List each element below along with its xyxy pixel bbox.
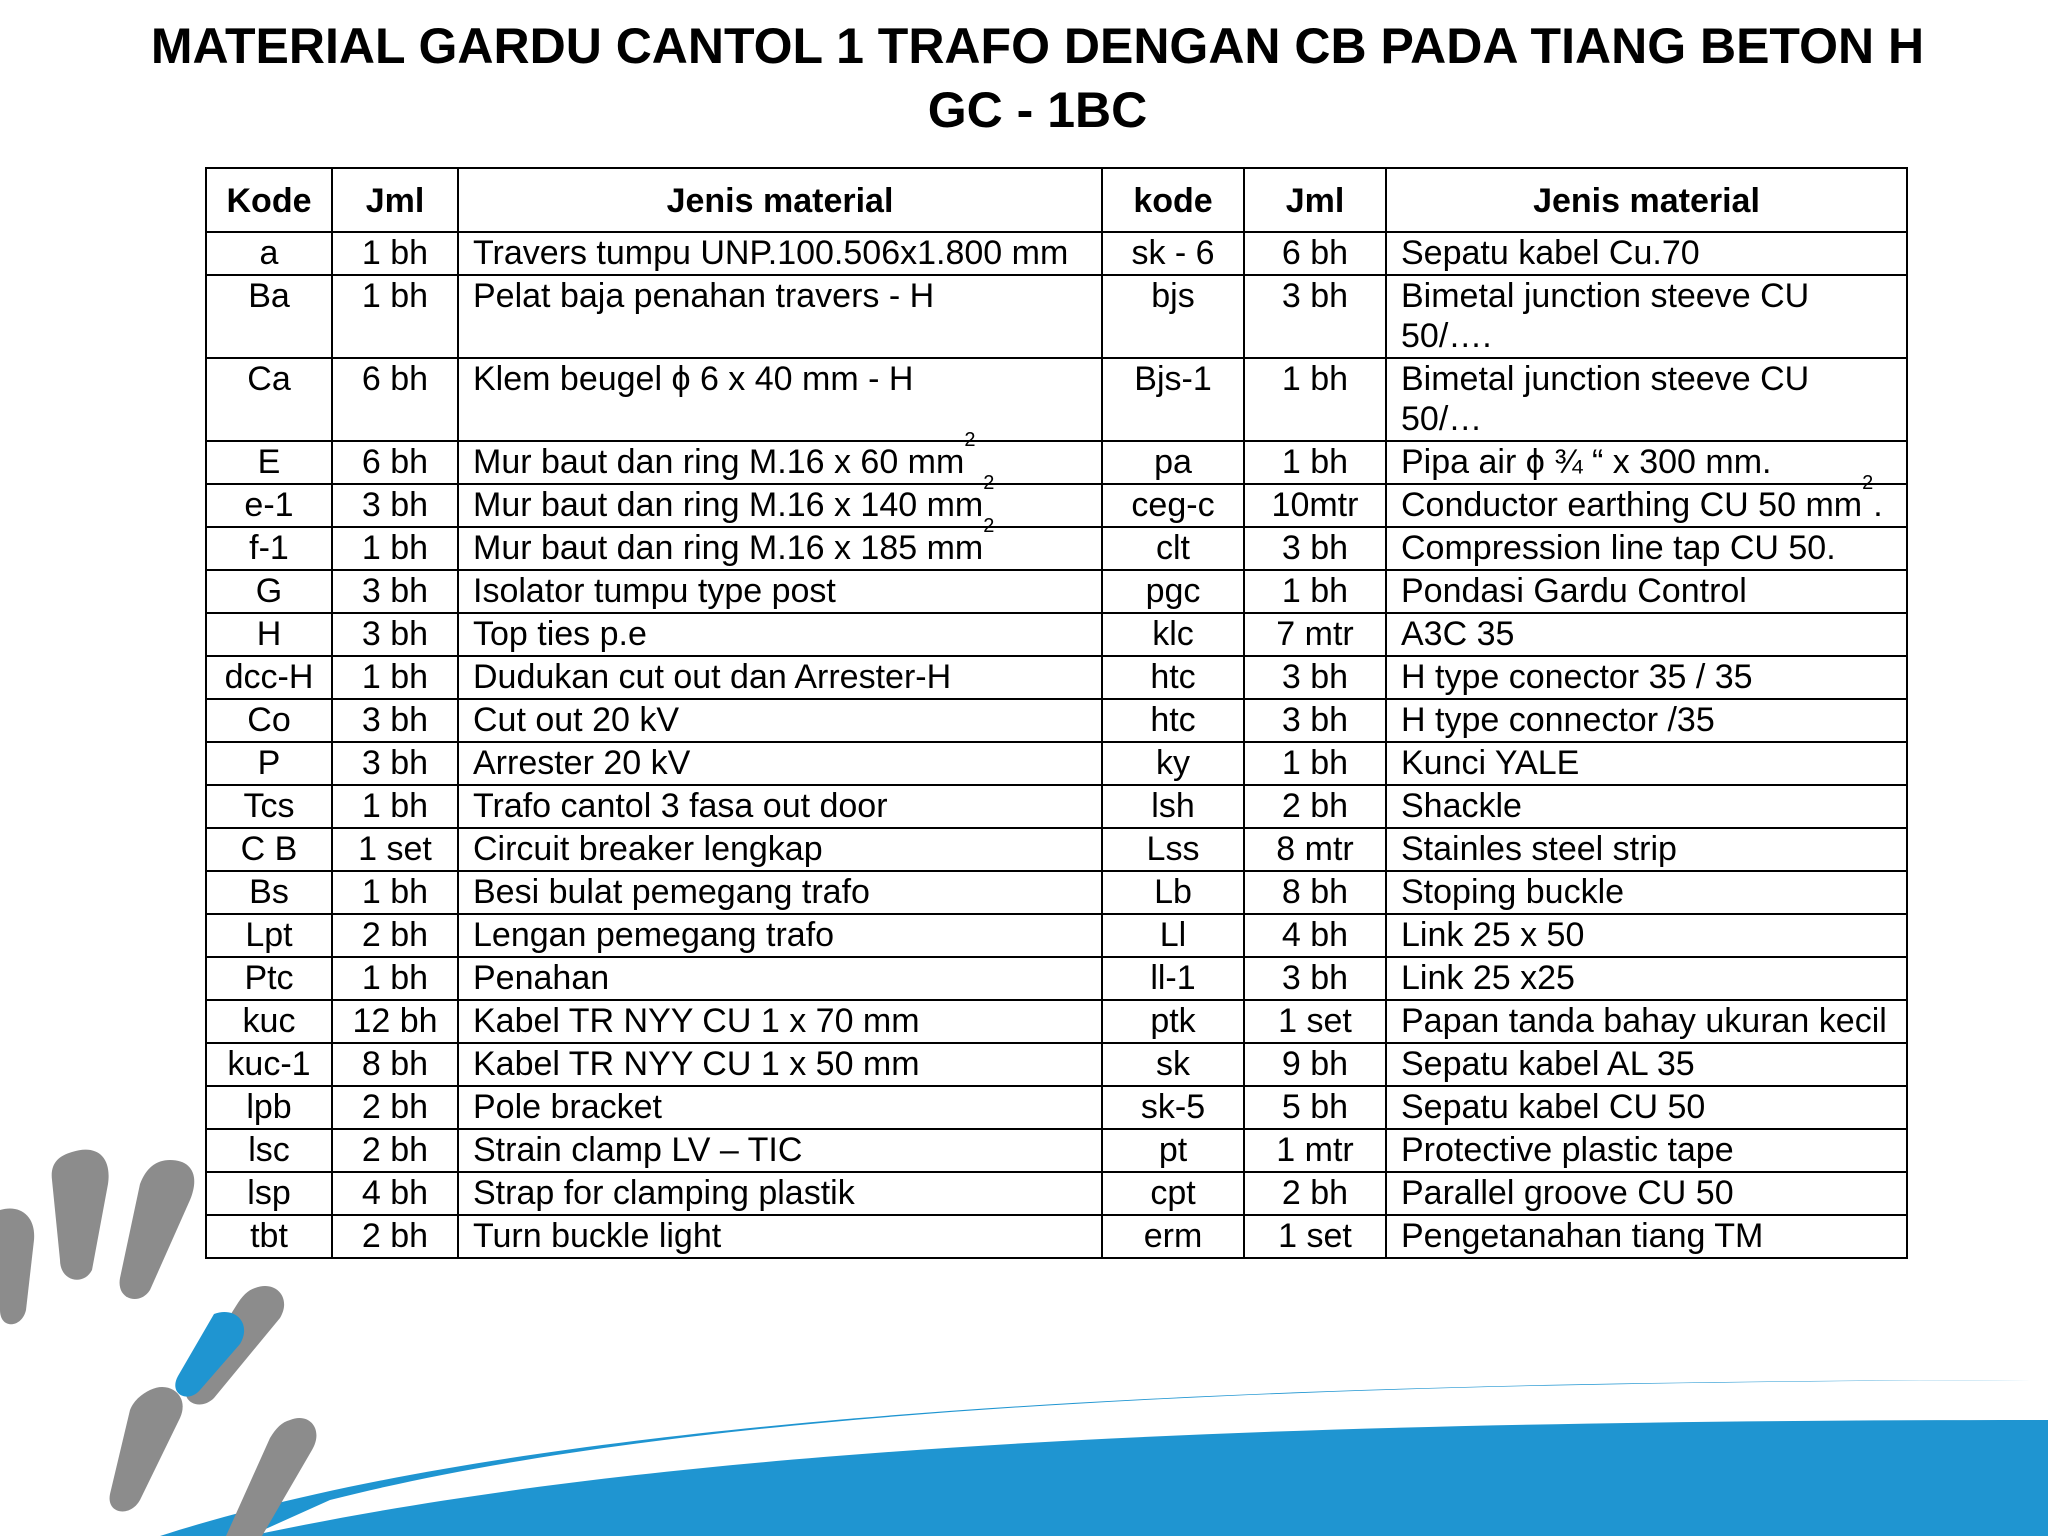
table-row: [206, 232, 1907, 275]
kode-cell-text: sk - 6: [1131, 234, 1215, 272]
kode-cell-text: pgc: [1145, 572, 1201, 610]
material-table-body: [206, 232, 1907, 1258]
jenis-material-cell-text: Kabel TR NYY CU 1 x 50 mm: [473, 1045, 920, 1083]
jml-cell-text: 12 bh: [352, 1002, 438, 1040]
jml-cell: [1244, 1043, 1386, 1086]
kode-cell-text: lsp: [247, 1174, 291, 1212]
jenis-material-cell-text: Kunci YALE: [1401, 744, 1580, 782]
table-row: [206, 871, 1907, 914]
kode-cell-text: erm: [1143, 1217, 1203, 1255]
jml-cell: [332, 613, 458, 656]
jenis-material-cell-text: Bimetal junction steeve CU 50/….: [1401, 277, 1810, 355]
jml-cell-text: 8 bh: [1281, 873, 1349, 911]
jenis-material-cell-text: Trafo cantol 3 fasa out door: [473, 787, 888, 825]
jenis-material-cell: [1386, 871, 1907, 914]
jml-cell-text: 1 set: [1278, 1217, 1352, 1255]
kode-cell-text: Lss: [1146, 830, 1200, 868]
superscript: 2: [1862, 472, 1874, 494]
jenis-material-cell-text: Link 25 x25: [1401, 959, 1575, 997]
jml-cell-text: 4 bh: [1281, 916, 1349, 954]
jenis-material-cell-text: Pengetanahan tiang TM: [1401, 1217, 1764, 1255]
jml-cell-text: 3 bh: [361, 615, 429, 653]
kode-cell-text: a: [259, 234, 279, 272]
jenis-material-cell-text: H type conector 35 / 35: [1401, 658, 1753, 696]
jenis-material-cell: [458, 871, 1102, 914]
superscript: 2: [983, 515, 995, 537]
kode-cell: [206, 785, 332, 828]
kode-cell: [206, 232, 332, 275]
jenis-material-cell: [1386, 914, 1907, 957]
kode-cell: [206, 699, 332, 742]
jml-cell: [1244, 441, 1386, 484]
jenis-material-cell: [458, 570, 1102, 613]
jenis-material-cell-text: Penahan: [473, 959, 610, 997]
jenis-material-cell-text: Parallel groove CU 50: [1401, 1174, 1734, 1212]
jml-cell-text: 1 bh: [361, 529, 429, 567]
kode-cell-text: Tcs: [243, 787, 295, 825]
jenis-material-cell-text: Shackle: [1401, 787, 1522, 825]
jml-cell-text: 3 bh: [361, 744, 429, 782]
jenis-material-cell-text: Dudukan cut out dan Arrester-H: [473, 658, 952, 696]
jenis-material-cell: [458, 275, 1102, 358]
kode-cell: [206, 570, 332, 613]
kode-cell: [206, 1043, 332, 1086]
jenis-material-cell-text: Compression line tap CU 50.: [1401, 529, 1836, 567]
kode-cell-text: htc: [1150, 658, 1196, 696]
jenis-material-cell-text: Mur baut dan ring M.16 x 140 mm: [473, 486, 984, 524]
kode-cell: [206, 358, 332, 441]
jml-cell: [1244, 699, 1386, 742]
material-table: [205, 167, 1908, 1259]
header-jenis-material-right: Jenis material: [1386, 168, 1907, 232]
kode-cell: [1102, 527, 1244, 570]
table-row: [206, 914, 1907, 957]
jml-cell-text: 2 bh: [1281, 1174, 1349, 1212]
jenis-material-cell-text: Pelat baja penahan travers - H: [473, 277, 935, 315]
kode-cell-text: Lb: [1154, 873, 1192, 911]
decorative-background-graphic: [0, 1120, 2048, 1536]
jml-cell: [332, 914, 458, 957]
jenis-material-cell-text: Mur baut dan ring M.16 x 60 mm: [473, 443, 965, 481]
jenis-material-cell: [458, 742, 1102, 785]
jml-cell: [1244, 527, 1386, 570]
jml-cell-text: 1 bh: [361, 234, 429, 272]
jenis-material-cell: [458, 699, 1102, 742]
kode-cell: [1102, 358, 1244, 441]
kode-cell-text: kuc: [242, 1002, 296, 1040]
kode-cell-text: bjs: [1151, 277, 1195, 315]
jenis-material-cell-text: Strap for clamping plastik: [473, 1174, 855, 1212]
kode-cell: [206, 441, 332, 484]
jenis-material-cell: [1386, 441, 1907, 484]
jml-cell: [332, 441, 458, 484]
jenis-material-cell: [1386, 613, 1907, 656]
jenis-material-cell: [458, 472, 1102, 527]
jenis-material-cell-text: Stainles steel strip: [1401, 830, 1677, 868]
jenis-material-cell-text: Sepatu kabel Cu.70: [1401, 234, 1700, 272]
jenis-material-cell-text: Strain clamp LV – TIC: [473, 1131, 803, 1169]
jml-cell-text: 3 bh: [1281, 701, 1349, 739]
kode-cell-text: dcc-H: [224, 658, 314, 696]
jml-cell: [1244, 914, 1386, 957]
material-table-header: [206, 168, 1907, 232]
jml-cell: [1244, 957, 1386, 1000]
kode-cell-text: G: [255, 572, 283, 610]
jenis-material-cell: [1386, 570, 1907, 613]
kode-cell-text: Ll: [1159, 916, 1187, 954]
jml-cell-text: 6 bh: [361, 443, 429, 481]
jml-cell-text: 2 bh: [361, 916, 429, 954]
kode-cell-text: tbt: [250, 1217, 288, 1255]
jenis-material-cell: [1386, 358, 1907, 441]
jenis-material-cell-text: Pondasi Gardu Control: [1401, 572, 1747, 610]
jml-cell-text: 1 bh: [1281, 572, 1349, 610]
jenis-material-cell: [1386, 742, 1907, 785]
jml-cell-text: 1 mtr: [1276, 1131, 1354, 1169]
kode-cell: [1102, 742, 1244, 785]
jml-cell-text: 1 bh: [1281, 360, 1349, 398]
table-row: [206, 785, 1907, 828]
jml-cell-text: 3 bh: [1281, 277, 1349, 315]
jml-cell: [1244, 742, 1386, 785]
kode-cell-text: H: [256, 615, 282, 653]
jenis-material-cell: [458, 613, 1102, 656]
kode-cell: [1102, 570, 1244, 613]
kode-cell: [206, 656, 332, 699]
jml-cell: [332, 1000, 458, 1043]
kode-cell: [206, 742, 332, 785]
jenis-material-cell: [458, 1043, 1102, 1086]
jml-cell: [332, 742, 458, 785]
jml-cell: [332, 570, 458, 613]
kode-cell: [1102, 1043, 1244, 1086]
kode-cell-text: e-1: [244, 486, 294, 524]
jml-cell: [332, 1043, 458, 1086]
table-row: [206, 742, 1907, 785]
jml-cell: [332, 527, 458, 570]
jenis-material-cell: [458, 914, 1102, 957]
table-row: [206, 484, 1907, 527]
kode-cell: [1102, 699, 1244, 742]
header-jenis-material-left: Jenis material: [458, 168, 1102, 232]
table-row: [206, 699, 1907, 742]
jml-cell-text: 9 bh: [1281, 1045, 1349, 1083]
superscript: 2: [983, 472, 995, 494]
kode-cell-text: Ba: [248, 277, 290, 315]
jenis-material-cell-text: Turn buckle light: [473, 1217, 722, 1255]
jenis-material-cell-text: Top ties p.e: [473, 615, 647, 653]
kode-cell-text: klc: [1152, 615, 1194, 653]
jenis-material-cell-text: Mur baut dan ring M.16 x 185 mm: [473, 529, 984, 567]
kode-cell: [1102, 1000, 1244, 1043]
jenis-material-cell-text: Sepatu kabel AL 35: [1401, 1045, 1695, 1083]
kode-cell: [206, 527, 332, 570]
slide-title-line-2: GC - 1BC: [927, 82, 1148, 138]
kode-cell: [206, 484, 332, 527]
jml-cell: [332, 785, 458, 828]
jenis-material-cell-text: A3C 35: [1401, 615, 1515, 653]
slide-title-line-1: MATERIAL GARDU CANTOL 1 TRAFO DENGAN CB PADA TIANG BETON H: [150, 18, 1925, 74]
jml-cell-text: 1 bh: [1281, 744, 1349, 782]
jml-cell: [1244, 358, 1386, 441]
kode-cell-text: clt: [1156, 529, 1190, 567]
jenis-material-cell-text: Circuit breaker lengkap: [473, 830, 823, 868]
jml-cell: [1244, 871, 1386, 914]
kode-cell-text: Bs: [249, 873, 289, 911]
kode-cell-text: ptk: [1150, 1002, 1196, 1040]
jenis-material-cell: [458, 785, 1102, 828]
kode-cell: [1102, 656, 1244, 699]
jml-cell-text: 6 bh: [361, 360, 429, 398]
jml-cell-text: 2 bh: [361, 1217, 429, 1255]
kode-cell: [1102, 828, 1244, 871]
jml-cell-text: 1 bh: [1281, 443, 1349, 481]
kode-cell-text: kuc-1: [227, 1045, 311, 1083]
jenis-material-cell-text: Sepatu kabel CU 50: [1401, 1088, 1706, 1126]
jml-cell-text: 8 mtr: [1276, 830, 1354, 868]
slide-title: [60, 14, 2015, 142]
jml-cell-text: 5 bh: [1281, 1088, 1349, 1126]
kode-cell: [1102, 871, 1244, 914]
jenis-material-cell: [1386, 275, 1907, 358]
jenis-material-cell-text: Protective plastic tape: [1401, 1131, 1734, 1169]
kode-cell: [1102, 484, 1244, 527]
table-row: [206, 828, 1907, 871]
gray-petal-logo-shapes: [0, 1150, 316, 1536]
jenis-material-cell: [1386, 1000, 1907, 1043]
jenis-material-cell: [1386, 472, 1907, 527]
jml-cell-text: 1 bh: [361, 658, 429, 696]
kode-cell: [1102, 957, 1244, 1000]
jml-cell-text: 2 bh: [1281, 787, 1349, 825]
jml-cell-text: 3 bh: [1281, 529, 1349, 567]
jenis-material-cell-text: Travers tumpu UNP.100.506x1.800 mm: [473, 234, 1069, 272]
table-row: [206, 527, 1907, 570]
table-row: [206, 656, 1907, 699]
jml-cell-text: 2 bh: [361, 1088, 429, 1126]
table-row: [206, 358, 1907, 441]
jenis-material-cell: [458, 515, 1102, 570]
jml-cell-text: 1 bh: [361, 787, 429, 825]
jenis-material-cell: [1386, 527, 1907, 570]
kode-cell-text: E: [257, 443, 281, 481]
kode-cell-text: ceg-c: [1131, 486, 1215, 524]
kode-cell-text: Co: [247, 701, 291, 739]
jml-cell: [1244, 1000, 1386, 1043]
kode-cell-text: f-1: [249, 529, 289, 567]
kode-cell-text: P: [257, 744, 281, 782]
jml-cell: [332, 232, 458, 275]
kode-cell: [206, 871, 332, 914]
kode-cell: [1102, 275, 1244, 358]
superscript: 2: [964, 429, 976, 451]
jenis-material-cell-text: Kabel TR NYY CU 1 x 70 mm: [473, 1002, 920, 1040]
jml-cell-text: 10mtr: [1271, 486, 1359, 524]
jml-cell-text: 2 bh: [361, 1131, 429, 1169]
jenis-material-cell: [458, 656, 1102, 699]
jml-cell: [332, 957, 458, 1000]
jenis-material-cell-text: Conductor earthing CU 50 mm: [1401, 486, 1863, 524]
jml-cell: [332, 828, 458, 871]
table-row: [206, 275, 1907, 358]
jml-cell: [1244, 232, 1386, 275]
text-tail: .: [1873, 486, 1883, 524]
jenis-material-cell: [1386, 1043, 1907, 1086]
table-row: [206, 957, 1907, 1000]
jenis-material-cell-text: Pipa air ϕ ¾ “ x 300 mm.: [1401, 443, 1772, 481]
jml-cell: [1244, 570, 1386, 613]
jml-cell: [1244, 613, 1386, 656]
kode-cell: [1102, 232, 1244, 275]
jenis-material-cell: [458, 232, 1102, 275]
jml-cell: [1244, 785, 1386, 828]
kode-cell: [1102, 441, 1244, 484]
header-row: [206, 168, 1907, 232]
table-row: [206, 1043, 1907, 1086]
jml-cell-text: 1 bh: [361, 959, 429, 997]
jml-cell-text: 3 bh: [361, 486, 429, 524]
jenis-material-cell-text: Link 25 x 50: [1401, 916, 1585, 954]
jenis-material-cell: [458, 957, 1102, 1000]
jml-cell-text: 7 mtr: [1276, 615, 1354, 653]
kode-cell: [206, 957, 332, 1000]
kode-cell: [206, 275, 332, 358]
jml-cell: [332, 275, 458, 358]
jml-cell-text: 6 bh: [1281, 234, 1349, 272]
jenis-material-cell-text: Lengan pemegang trafo: [473, 916, 835, 954]
kode-cell: [206, 914, 332, 957]
kode-cell-text: lsc: [248, 1131, 290, 1169]
jml-cell: [1244, 275, 1386, 358]
jml-cell-text: 3 bh: [361, 572, 429, 610]
kode-cell-text: sk: [1156, 1045, 1190, 1083]
kode-cell-text: pa: [1154, 443, 1192, 481]
kode-cell: [206, 828, 332, 871]
jenis-material-cell-text: Stoping buckle: [1401, 873, 1625, 911]
kode-cell: [206, 613, 332, 656]
jenis-material-cell: [458, 1000, 1102, 1043]
kode-cell-text: sk-5: [1140, 1088, 1206, 1126]
kode-cell-text: C B: [240, 830, 298, 868]
jenis-material-cell: [1386, 656, 1907, 699]
jml-cell: [332, 699, 458, 742]
jenis-material-cell-text: Pole bracket: [473, 1088, 662, 1126]
jml-cell-text: 3 bh: [361, 701, 429, 739]
kode-cell-text: pt: [1158, 1131, 1188, 1169]
jenis-material-cell-text: Isolator tumpu type post: [473, 572, 836, 610]
jml-cell-text: 3 bh: [1281, 959, 1349, 997]
kode-cell-text: Bjs-1: [1134, 360, 1212, 398]
jml-cell-text: 1 bh: [361, 277, 429, 315]
header-kode-left: Kode: [206, 168, 332, 232]
jml-cell-text: 8 bh: [361, 1045, 429, 1083]
jml-cell-text: 1 set: [1278, 1002, 1352, 1040]
jenis-material-cell-text: H type connector /35: [1401, 701, 1715, 739]
kode-cell-text: Ptc: [244, 959, 294, 997]
jml-cell-text: 3 bh: [1281, 658, 1349, 696]
kode-cell: [206, 1000, 332, 1043]
jml-cell-text: 1 set: [358, 830, 432, 868]
jenis-material-cell: [1386, 232, 1907, 275]
table-row: [206, 1000, 1907, 1043]
kode-cell-text: lsh: [1151, 787, 1195, 825]
header-jml-left: Jml: [332, 168, 458, 232]
table-row: [206, 441, 1907, 484]
kode-cell-text: ky: [1156, 744, 1190, 782]
jml-cell: [1244, 656, 1386, 699]
jenis-material-cell: [1386, 699, 1907, 742]
jml-cell-text: 4 bh: [361, 1174, 429, 1212]
jenis-material-cell: [1386, 785, 1907, 828]
jml-cell: [332, 656, 458, 699]
jml-cell: [332, 358, 458, 441]
jenis-material-cell-text: Cut out 20 kV: [473, 701, 680, 739]
jenis-material-cell: [1386, 957, 1907, 1000]
kode-cell: [1102, 613, 1244, 656]
jml-cell: [332, 871, 458, 914]
kode-cell: [1102, 914, 1244, 957]
jml-cell: [1244, 484, 1386, 527]
jenis-material-cell: [1386, 828, 1907, 871]
kode-cell-text: Lpt: [245, 916, 293, 954]
jenis-material-cell-text: Papan tanda bahay ukuran kecil: [1401, 1002, 1887, 1040]
kode-cell: [1102, 785, 1244, 828]
jenis-material-cell-text: Bimetal junction steeve CU 50/…: [1401, 360, 1810, 438]
jenis-material-cell-text: Arrester 20 kV: [473, 744, 691, 782]
jml-cell: [332, 484, 458, 527]
kode-cell-text: ll-1: [1150, 959, 1196, 997]
kode-cell-text: Ca: [247, 360, 291, 398]
kode-cell-text: cpt: [1150, 1174, 1196, 1212]
kode-cell-text: lpb: [246, 1088, 292, 1126]
kode-cell-text: htc: [1150, 701, 1196, 739]
jenis-material-cell: [458, 429, 1102, 484]
jenis-material-cell: [458, 358, 1102, 441]
header-jml-right: Jml: [1244, 168, 1386, 232]
jml-cell: [1244, 828, 1386, 871]
header-kode-right: kode: [1102, 168, 1244, 232]
table-row: [206, 613, 1907, 656]
table-row: [206, 570, 1907, 613]
jenis-material-cell-text: Klem beugel ϕ 6 x 40 mm - H: [473, 360, 914, 398]
jenis-material-cell-text: Besi bulat pemegang trafo: [473, 873, 870, 911]
jml-cell-text: 1 bh: [361, 873, 429, 911]
jenis-material-cell: [458, 828, 1102, 871]
